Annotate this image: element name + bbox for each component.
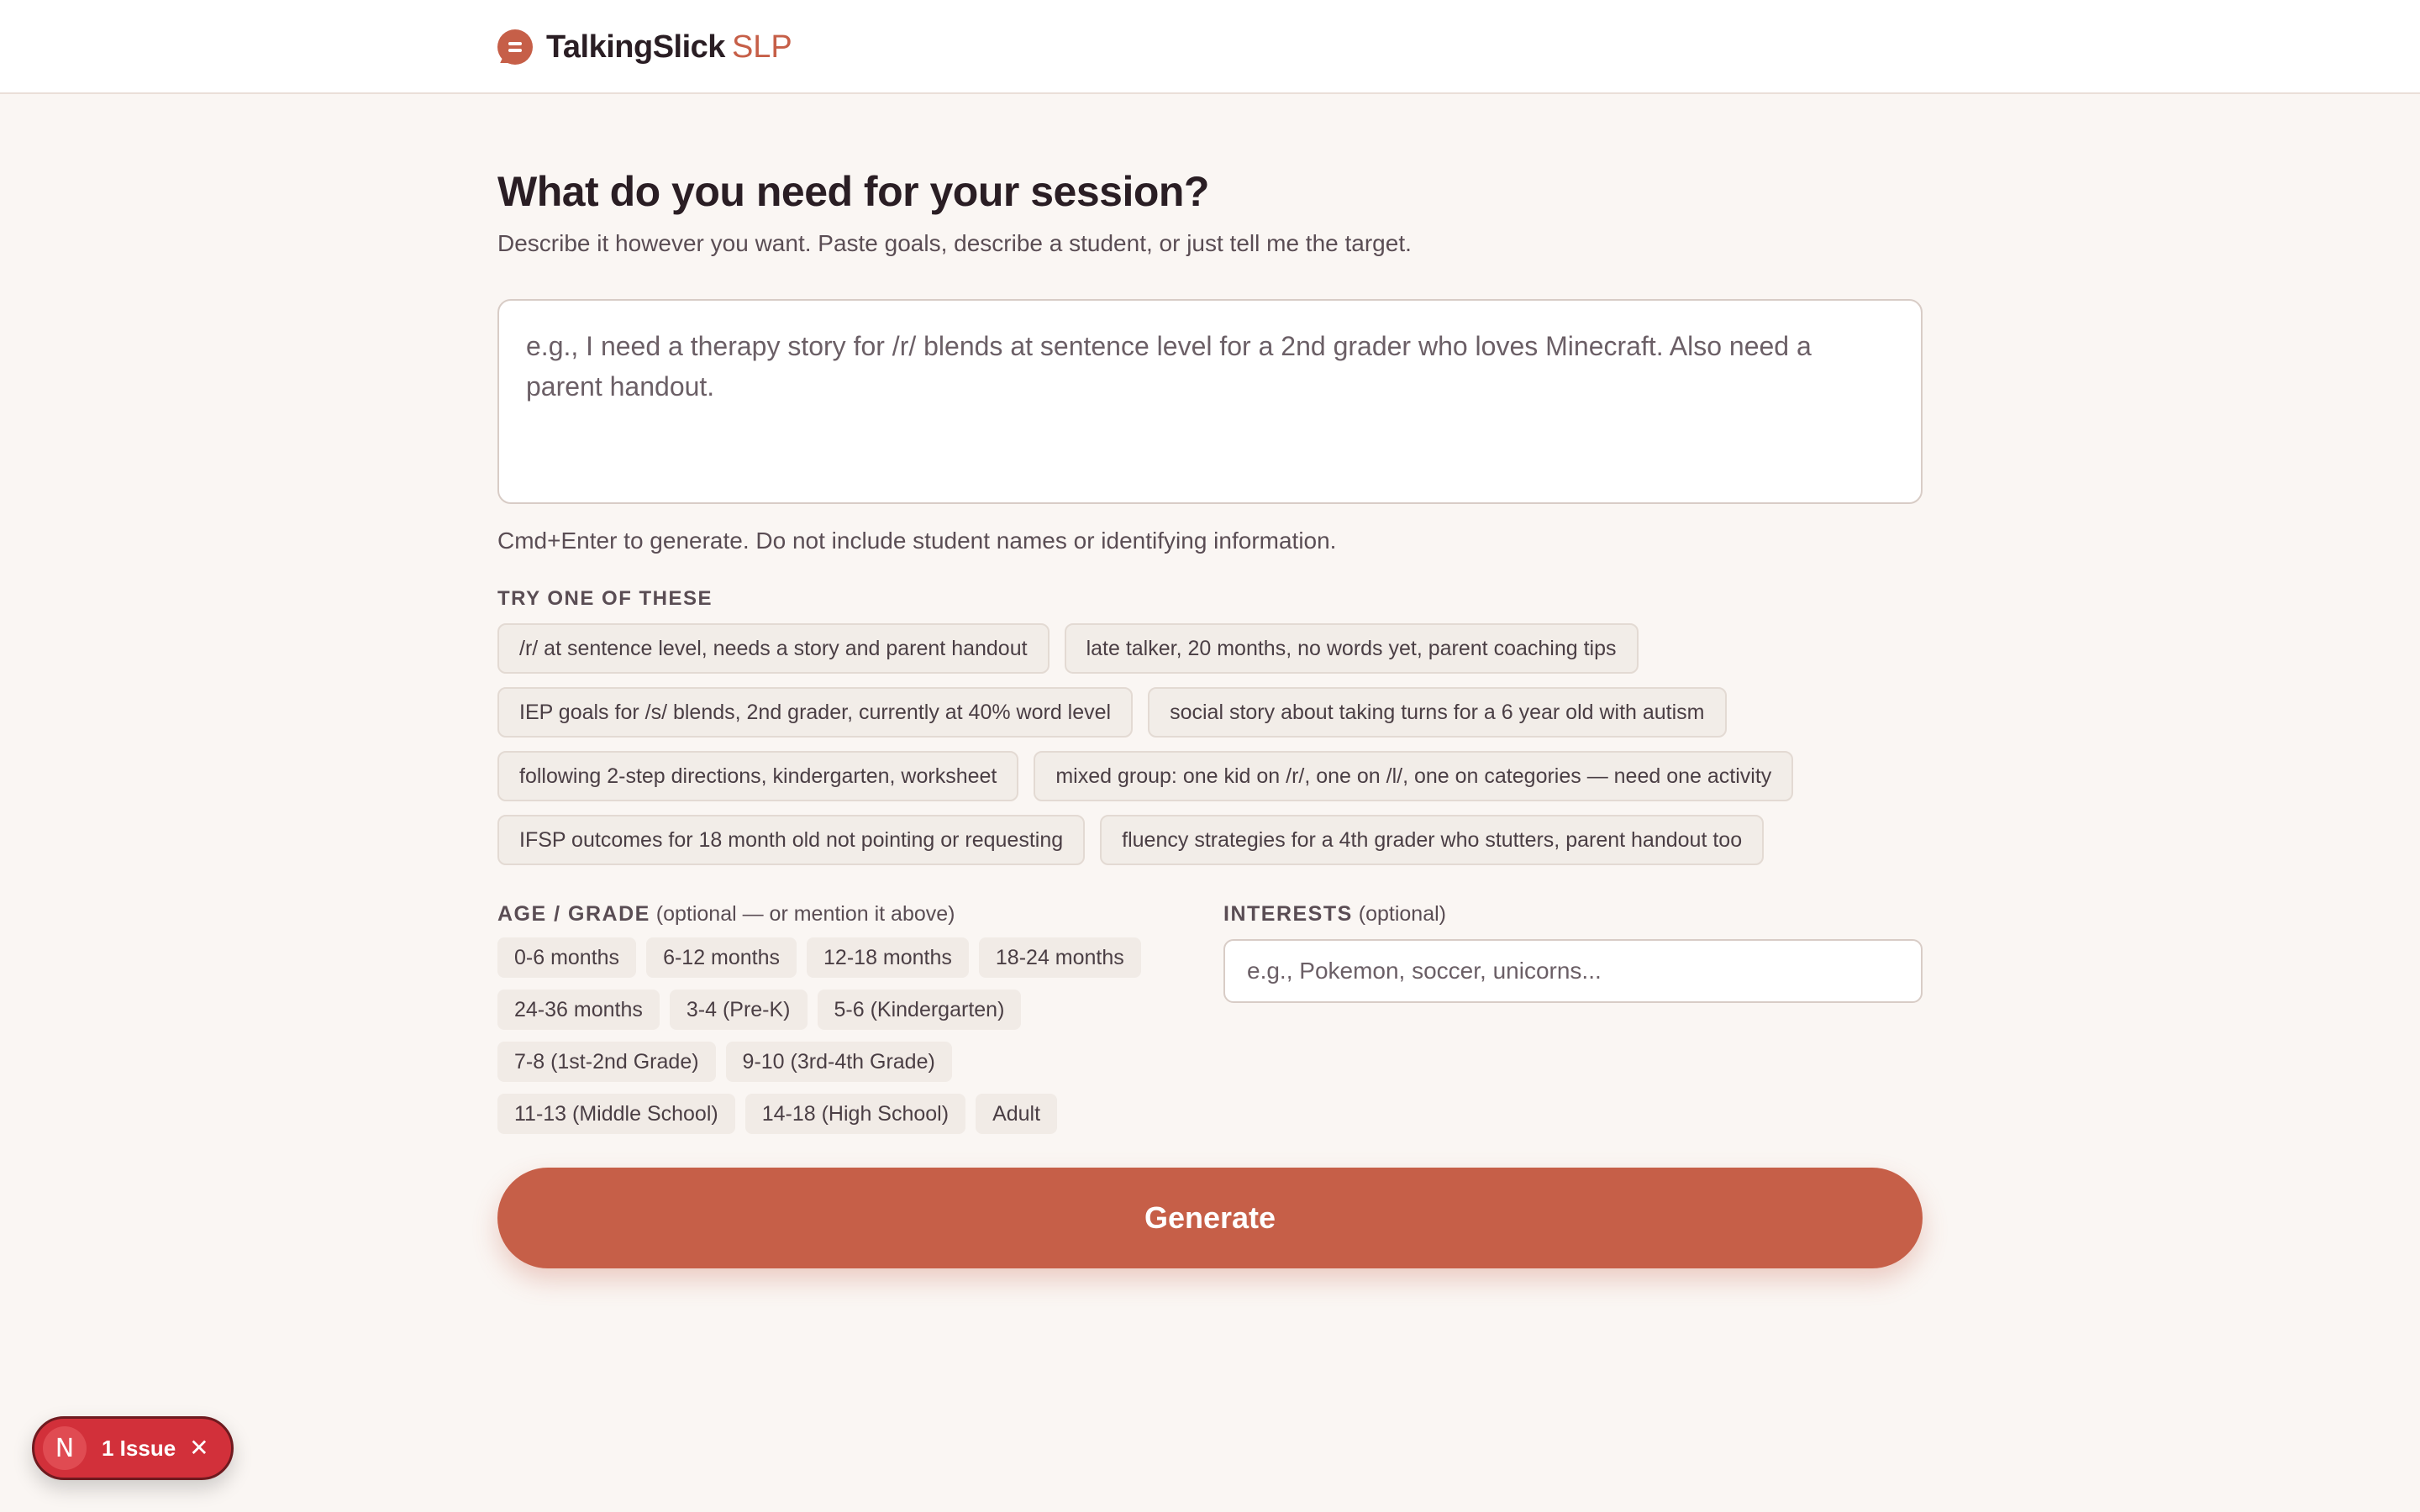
suggestion-chip[interactable]: social story about taking turns for a 6 year old with autism xyxy=(1148,687,1726,738)
age-option[interactable]: 14-18 (High School) xyxy=(745,1094,965,1134)
suggestions-label: TRY ONE OF THESE xyxy=(497,587,713,610)
brand-suffix: SLP xyxy=(731,29,792,65)
suggestion-chip[interactable]: late talker, 20 months, no words yet, parent coaching tips xyxy=(1065,623,1639,674)
suggestion-chips xyxy=(497,623,1923,865)
age-option[interactable]: 9-10 (3rd-4th Grade) xyxy=(726,1042,952,1082)
age-option[interactable]: 6-12 months xyxy=(646,937,797,978)
close-icon[interactable]: ✕ xyxy=(189,1435,209,1461)
age-option[interactable]: 5-6 (Kindergarten) xyxy=(818,990,1022,1030)
age-option[interactable]: 12-18 months xyxy=(807,937,969,978)
interests-label: INTERESTS xyxy=(1223,902,1353,926)
speech-bubble-icon xyxy=(497,29,533,65)
suggestion-chip[interactable]: following 2-step directions, kindergarten, worksheet xyxy=(497,751,1018,801)
options-row xyxy=(497,900,1923,1134)
age-grade-note: (optional — or mention it above) xyxy=(655,902,955,926)
age-option[interactable]: Adult xyxy=(976,1094,1057,1134)
age-option[interactable]: 3-4 (Pre-K) xyxy=(670,990,808,1030)
suggestion-chip[interactable]: mixed group: one kid on /r/, one on /l/, one on categories — need one activity xyxy=(1034,751,1793,801)
issue-count: 1 Issue xyxy=(102,1435,176,1461)
page-title: What do you need for your session? xyxy=(497,168,1209,215)
brand-logo[interactable] xyxy=(497,24,792,71)
main-content xyxy=(497,165,1923,1268)
age-option[interactable]: 7-8 (1st-2nd Grade) xyxy=(497,1042,716,1082)
age-grade-label-line xyxy=(497,900,1170,927)
page-subtitle: Describe it however you want. Paste goals, describe a student, or just tell me the target. xyxy=(497,230,1412,256)
generate-hint: Cmd+Enter to generate. Do not include student names or identifying information. xyxy=(497,528,1337,554)
age-grade-label: AGE / GRADE xyxy=(497,902,650,926)
generate-button[interactable]: Generate xyxy=(497,1168,1923,1268)
suggestion-chip[interactable]: IFSP outcomes for 18 month old not pointing or requesting xyxy=(497,815,1085,865)
suggestion-chip[interactable]: /r/ at sentence level, needs a story and parent handout xyxy=(497,623,1050,674)
age-option[interactable]: 24-36 months xyxy=(497,990,660,1030)
age-option[interactable]: 18-24 months xyxy=(979,937,1141,978)
issue-badge[interactable] xyxy=(32,1416,234,1480)
age-grade-section xyxy=(497,900,1170,1134)
nextjs-logo-icon: N xyxy=(43,1426,87,1470)
session-request-input[interactable] xyxy=(497,299,1923,504)
brand-name: TalkingSlick xyxy=(546,29,725,65)
suggestion-chip[interactable]: IEP goals for /s/ blends, 2nd grader, currently at 40% word level xyxy=(497,687,1133,738)
interests-section xyxy=(1223,900,1923,1134)
interests-input[interactable] xyxy=(1223,939,1923,1003)
age-option[interactable]: 11-13 (Middle School) xyxy=(497,1094,735,1134)
age-option[interactable]: 0-6 months xyxy=(497,937,636,978)
suggestion-chip[interactable]: fluency strategies for a 4th grader who stutters, parent handout too xyxy=(1100,815,1764,865)
age-grade-options xyxy=(497,937,1170,1134)
interests-note: (optional) xyxy=(1358,902,1446,926)
top-bar xyxy=(0,0,2420,94)
interests-label-line xyxy=(1223,900,1923,927)
